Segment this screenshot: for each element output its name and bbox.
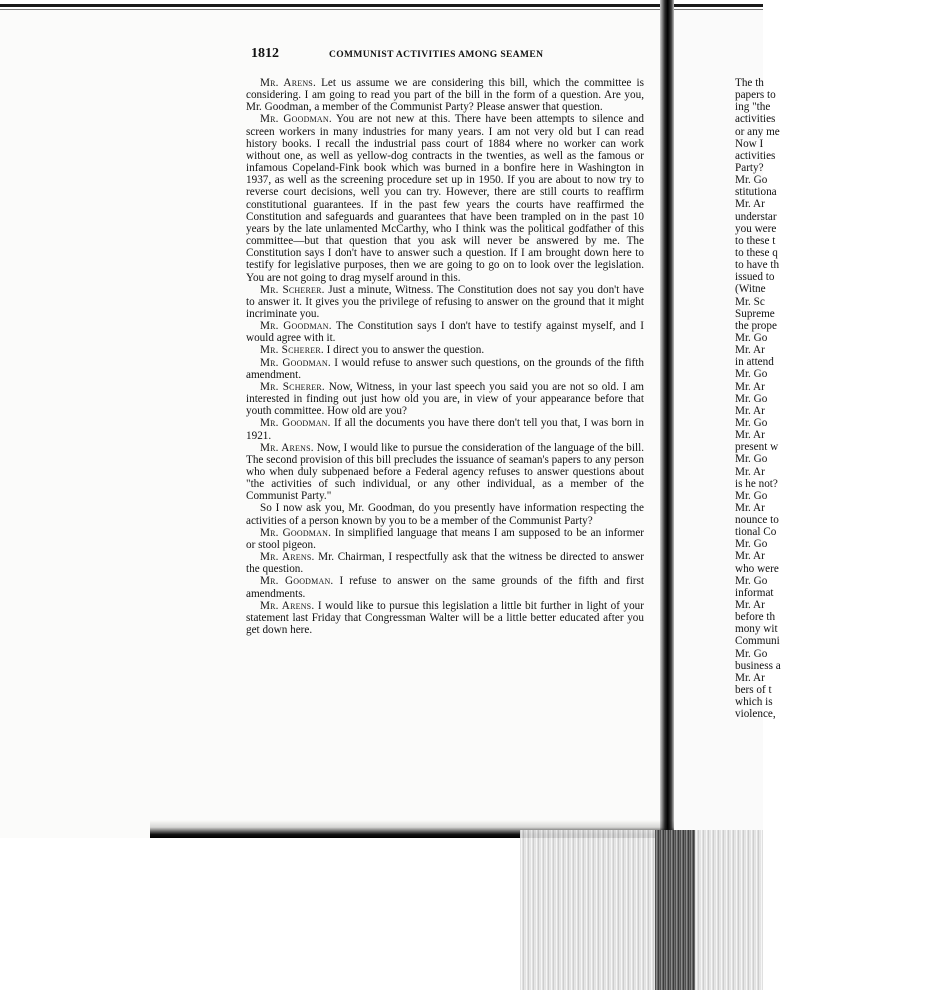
right-page-line: Mr. Ar	[735, 380, 765, 393]
speech-text: I refuse to answer on the same grounds of the fifth and first amendments.	[246, 575, 644, 600]
transcript-paragraph	[246, 344, 644, 356]
right-page-line: business a	[735, 659, 781, 672]
right-page-line: nounce to	[735, 514, 779, 527]
right-page-line: issued to	[735, 271, 775, 284]
gutter-edge-stripes	[655, 830, 695, 990]
right-page-line: Mr. Ar	[735, 404, 765, 417]
transcript-paragraph	[246, 320, 644, 344]
top-border-rule	[0, 4, 763, 7]
right-page-line: Mr. Go	[735, 368, 768, 381]
right-page-line: violence,	[735, 708, 776, 721]
right-page-line: tional Co	[735, 526, 777, 539]
speaker-name: Mr. Scherer.	[260, 380, 325, 393]
right-page-line: Mr. Go	[735, 174, 768, 187]
right-page-line: Mr. Ar	[735, 344, 765, 357]
speech-text: Mr. Chairman, I respectfully ask that the witness be directed to answer the question.	[246, 551, 644, 576]
speech-text: So I now ask you, Mr. Goodman, do you presently have information respecting the activities of a person known by you to be a member of the Communist Party?	[246, 502, 644, 527]
transcript-paragraph	[246, 600, 644, 636]
transcript-paragraph	[246, 113, 644, 283]
right-page-line: you were	[735, 222, 777, 235]
right-page-line: which is	[735, 696, 773, 709]
right-page-line: in attend	[735, 356, 774, 369]
right-page-line: or any me	[735, 125, 780, 138]
right-page-line: Mr. Ar	[735, 429, 765, 442]
right-page-line: (Witne	[735, 283, 766, 296]
speech-text: You are not new at this. There have been attempts to silence and screen workers in many industries for many years. I am not very old but I can read history books. I recall the industrial pass court of 1884 where no worker can work without one, as well as yellow-dog contracts in the twenties, as well as the famous or infamous Copeland-Fink book which was burned in a bonfire here in Washington in 1937, as well as the screening procedure set up in 1950. If you are about to now try to reverse court decisions, well you can try. However, there are still courts to reaffirm constitutional guarantees. If in the past few years the courts have reaffirmed the Constitution and safeguards and guarantees that have been trampled on in the past 10 years by the late unlamented McCarthy, who I think was the political godfather of this committee—but that question that you ask will never be answered by me. The Constitution says I don't have to answer such a question. If I am brought down here to testify for legislative purposes, then we are going to go on to look over the legislation. You are not going to drag myself around in this.	[246, 113, 645, 284]
right-page-line: Mr. Go	[735, 392, 768, 405]
transcript-paragraph	[246, 417, 644, 441]
right-page-line: Mr. Go	[735, 453, 768, 466]
speech-text: The Constitution says I don't have to testify against myself, and I would agree with it.	[246, 320, 644, 345]
right-page-line: who were	[735, 562, 779, 575]
speaker-name: Mr. Goodman.	[260, 575, 334, 588]
right-page-line: papers to	[735, 89, 776, 102]
right-page-line: to have th	[735, 259, 780, 272]
right-page-line: mony wit	[735, 623, 778, 636]
right-page-line: understar	[735, 210, 777, 223]
speech-text: I direct you to answer the question.	[323, 344, 485, 357]
speech-text: I would like to pursue this legislation a little bit further in light of your statement last Friday that Congressman Walter will be a little better educated after you get down here.	[246, 599, 645, 637]
page-number: 1812	[251, 46, 279, 61]
speaker-name: Mr. Arens.	[260, 441, 314, 454]
right-page-line: Mr. Ar	[735, 465, 765, 478]
right-page-line: to these t	[735, 234, 776, 247]
speaker-name: Mr. Goodman.	[260, 113, 332, 126]
speech-text: Just a minute, Witness. The Constitution does not say you don't have to answer it. It gives you the privilege of refusing to answer on the ground that it might incriminate you.	[246, 283, 644, 320]
speech-text: Let us assume we are considering this bill, which the committee is considering. I am going to read you part of the bill in the form of a question. Are you, Mr. Goodman, a member of the Communist Party? Please answer that question.	[246, 77, 644, 114]
right-page-line: Mr. Sc	[735, 295, 765, 308]
right-page-line: present w	[735, 441, 779, 454]
right-page-line: Party?	[735, 161, 764, 174]
right-page-line: ing "the	[735, 101, 771, 114]
speaker-name: Mr. Arens.	[260, 77, 316, 89]
transcript-paragraph	[246, 551, 644, 575]
speaker-name: Mr. Goodman.	[260, 320, 332, 333]
speech-text: Now, Witness, in your last speech you said you are not so old. I am interested in finding out just how old you are, in view of your appearance before that youth committee. How old are you?	[246, 380, 644, 418]
running-head: COMMUNIST ACTIVITIES AMONG SEAMEN	[329, 50, 544, 60]
right-page-line: Supreme	[735, 307, 775, 320]
speech-text: I would refuse to answer such questions, on the grounds of the fifth amendment.	[246, 356, 644, 381]
right-page-line: Mr. Ar	[735, 198, 765, 211]
transcript-paragraph	[246, 575, 644, 599]
speaker-name: Mr. Arens.	[260, 599, 315, 612]
transcript-paragraph	[246, 527, 644, 551]
page-edge-stripes	[520, 830, 763, 990]
right-page-line: to these q	[735, 246, 778, 259]
transcript-body	[246, 77, 644, 636]
transcript-paragraph	[246, 284, 644, 320]
speaker-name: Mr. Goodman.	[260, 417, 331, 430]
right-page-line: activities	[735, 113, 776, 126]
right-page-line: The th	[735, 77, 764, 89]
transcript-paragraph	[246, 502, 644, 526]
right-page-line: informat	[735, 586, 774, 599]
right-page-line: Mr. Go	[735, 331, 768, 344]
transcript-paragraph	[246, 381, 644, 417]
speech-text: If all the documents you have there don't tell you that, I was born in 1921.	[246, 417, 644, 442]
right-page-line: stitutiona	[735, 186, 777, 199]
right-page-line: Mr. Go	[735, 489, 768, 502]
right-page-text	[735, 77, 935, 720]
page-header	[251, 46, 651, 64]
transcript-paragraph	[246, 357, 644, 381]
right-page-line: the prope	[735, 319, 777, 332]
right-page-line: Mr. Ar	[735, 599, 765, 612]
speaker-name: Mr. Goodman.	[260, 356, 331, 369]
speaker-name: Mr. Goodman.	[260, 526, 332, 539]
speech-text: In simplified language that means I am supposed to be an informer or stool pigeon.	[246, 526, 645, 551]
right-page-line: is he not?	[735, 477, 778, 490]
right-page-line: bers of t	[735, 684, 772, 697]
transcript-paragraph	[246, 442, 644, 503]
right-page-line: Mr. Go	[735, 647, 768, 660]
speech-text: Now, I would like to pursue the consideration of the language of the bill. The second provision of this bill precludes the issuance of seaman's papers to any person who when duly subpenaed before a Federal agency refuses to answer questions about "the activities of such individual, or any other individual, as a member of the Communist Party."	[246, 441, 644, 503]
right-page-line: Mr. Go	[735, 574, 768, 587]
right-page-line: Mr. Go	[735, 416, 768, 429]
right-page-line: Mr. Go	[735, 538, 768, 551]
right-page-line: activities	[735, 149, 776, 162]
right-page-line: Communi	[735, 635, 780, 648]
speaker-name: Mr. Arens.	[260, 551, 315, 564]
right-page-line: Now I	[735, 137, 764, 150]
right-page-line: Mr. Ar	[735, 671, 765, 684]
speaker-name: Mr. Scherer.	[260, 283, 325, 296]
right-page-line: Mr. Ar	[735, 550, 765, 563]
right-page-line: before th	[735, 611, 776, 624]
speaker-name: Mr. Scherer.	[260, 344, 324, 357]
transcript-paragraph	[246, 77, 644, 113]
right-page-line: Mr. Ar	[735, 501, 765, 514]
